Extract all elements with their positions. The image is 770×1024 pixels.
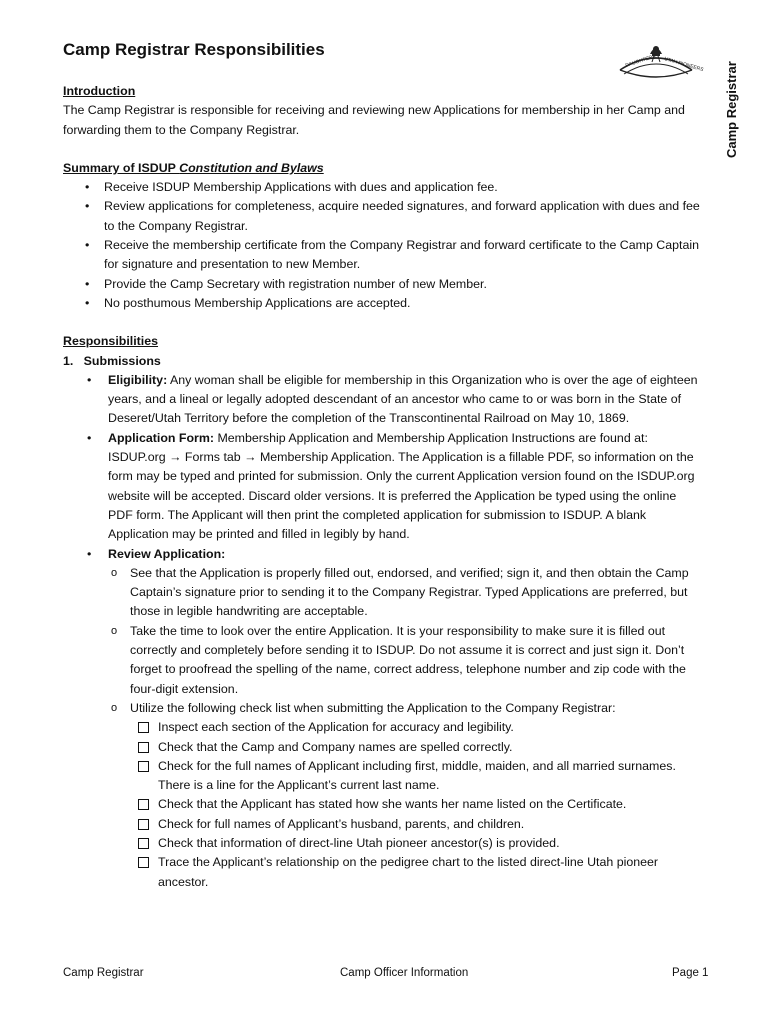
summary-list bbox=[63, 178, 703, 313]
checklist-item bbox=[63, 738, 703, 757]
checkbox-icon bbox=[138, 857, 149, 868]
submissions-list bbox=[63, 371, 703, 564]
intro-heading: Introduction bbox=[63, 84, 136, 98]
review-list-item: o Take the time to look over the entire Application. It is your responsibility to make sure it is filled out correctly and completely before sending it to ISDUP. Do not assume it is correct and just sign it. Don’t forget to proofread the spelling of the name, correct address, telephone number and zip code with the four-digit extension. bbox=[63, 622, 703, 699]
summary-item: • Receive the membership certificate from the Company Registrar and forward certificate to the Camp Captain for signature and presentation to new Member. bbox=[63, 236, 703, 275]
summary-item: • Provide the Camp Secretary with registration number of new Member. bbox=[63, 275, 703, 294]
checklist-item-text: Check for full names of Applicant’s husband, parents, and children. bbox=[158, 816, 525, 831]
checklist-item bbox=[63, 815, 703, 834]
eligibility-text: Any woman shall be eligible for membership in this Organization who is over the age of eighteen years, and a lineal or legally adopted descendant of an ancestor who came to or was born in the State of Deseret/Utah Territory before the completion of the Transcontinental Railroad on May 10, 1869. bbox=[108, 372, 698, 426]
svg-text:UTAH PIONEERS: UTAH PIONEERS bbox=[663, 56, 705, 74]
review-list-item: o Utilize the following check list when submitting the Application to the Company Registrar: bbox=[63, 699, 703, 718]
application-form-label: Application Form: bbox=[108, 430, 215, 445]
footer-center: Camp Officer Information bbox=[340, 967, 469, 979]
svg-text:DAUGHTERS: DAUGHTERS bbox=[624, 53, 657, 69]
summary-item: • Receive ISDUP Membership Applications with dues and application fee. bbox=[63, 178, 703, 197]
review-list bbox=[63, 564, 703, 718]
application-form-item bbox=[63, 429, 703, 545]
checklist-item-text: Check that the Applicant has stated how she wants her name listed on the Certificate. bbox=[158, 797, 627, 812]
summary-heading-prefix: Summary of ISDUP bbox=[63, 160, 180, 175]
checkbox-icon bbox=[138, 761, 149, 772]
footer-left: Camp Registrar bbox=[63, 967, 144, 979]
checklist-item bbox=[63, 795, 703, 814]
checklist-item-text: Inspect each section of the Application for accuracy and legibility. bbox=[158, 720, 514, 735]
application-form-text: Membership Application and Membership Application Instructions are found at: ISDUP.org → Forms tab → Membership Application. The Application is a fillable PDF, so information on the form may be typed and printed for submission. Only the current Application version found on the ISDUP.org website will be accepted. Discard older versions. It is preferred the Application be typed using the online PDF form. The Applicant will then print the completed application for submission to ISDUP. A blank Application may be printed and filled in legibly by hand. bbox=[108, 430, 695, 542]
summary-item: • Review applications for completeness, acquire needed signatures, and forward application with dues and fee to the Company Registrar. bbox=[63, 197, 703, 236]
checkbox-icon bbox=[138, 819, 149, 830]
checklist-item bbox=[63, 718, 703, 737]
section-title: Submissions bbox=[83, 353, 161, 368]
checklist-item bbox=[63, 834, 703, 853]
responsibilities-heading: Responsibilities bbox=[63, 334, 159, 349]
eligibility-item bbox=[63, 371, 703, 429]
summary-item: • No posthumous Membership Applications are accepted. bbox=[63, 294, 703, 313]
checkbox-icon bbox=[138, 799, 149, 810]
summary-heading bbox=[63, 159, 703, 178]
review-application-item bbox=[63, 545, 703, 564]
eligibility-label: Eligibility: bbox=[108, 372, 168, 387]
dup-seal-logo-icon bbox=[614, 40, 705, 82]
review-list-item: o See that the Application is properly filled out, endorsed, and verified; sign it, and then obtain the Camp Captain’s signature prior to sending it to the Company Registrar. Typed Applications are preferred, but those in legible handwriting are acceptable. bbox=[63, 564, 703, 622]
section-heading bbox=[63, 352, 703, 371]
footer-page-number: Page 1 bbox=[672, 967, 709, 979]
checklist-item-text: Check that the Camp and Company names are spelled correctly. bbox=[158, 739, 513, 754]
side-section-label: Camp Registrar bbox=[724, 61, 739, 158]
review-application-label: Review Application: bbox=[108, 546, 226, 561]
checkbox-icon bbox=[138, 742, 149, 753]
intro-text: The Camp Registrar is responsible for receiving and reviewing new Applications for membership in her Camp and forwarding them to the Company Registrar. bbox=[63, 103, 685, 137]
checklist-item-text: Check that information of direct-line Utah pioneer ancestor(s) is provided. bbox=[158, 835, 560, 850]
checklist-item bbox=[63, 757, 703, 796]
checklist-item bbox=[63, 853, 703, 892]
checkbox-icon bbox=[138, 838, 149, 849]
submission-checklist bbox=[63, 718, 703, 892]
section-number: 1. bbox=[63, 353, 74, 368]
document-body bbox=[63, 82, 703, 892]
summary-heading-italic: Constitution and Bylaws bbox=[179, 160, 324, 175]
checklist-item-text: Trace the Applicant’s relationship on the pedigree chart to the listed direct-line Utah pioneer ancestor. bbox=[158, 855, 659, 889]
page-title: Camp Registrar Responsibilities bbox=[63, 40, 325, 59]
checklist-item-text: Check for the full names of Applicant including first, middle, maiden, and all married surnames. There is a line for the Applicant’s current last name. bbox=[158, 758, 676, 793]
checkbox-icon bbox=[138, 722, 149, 733]
